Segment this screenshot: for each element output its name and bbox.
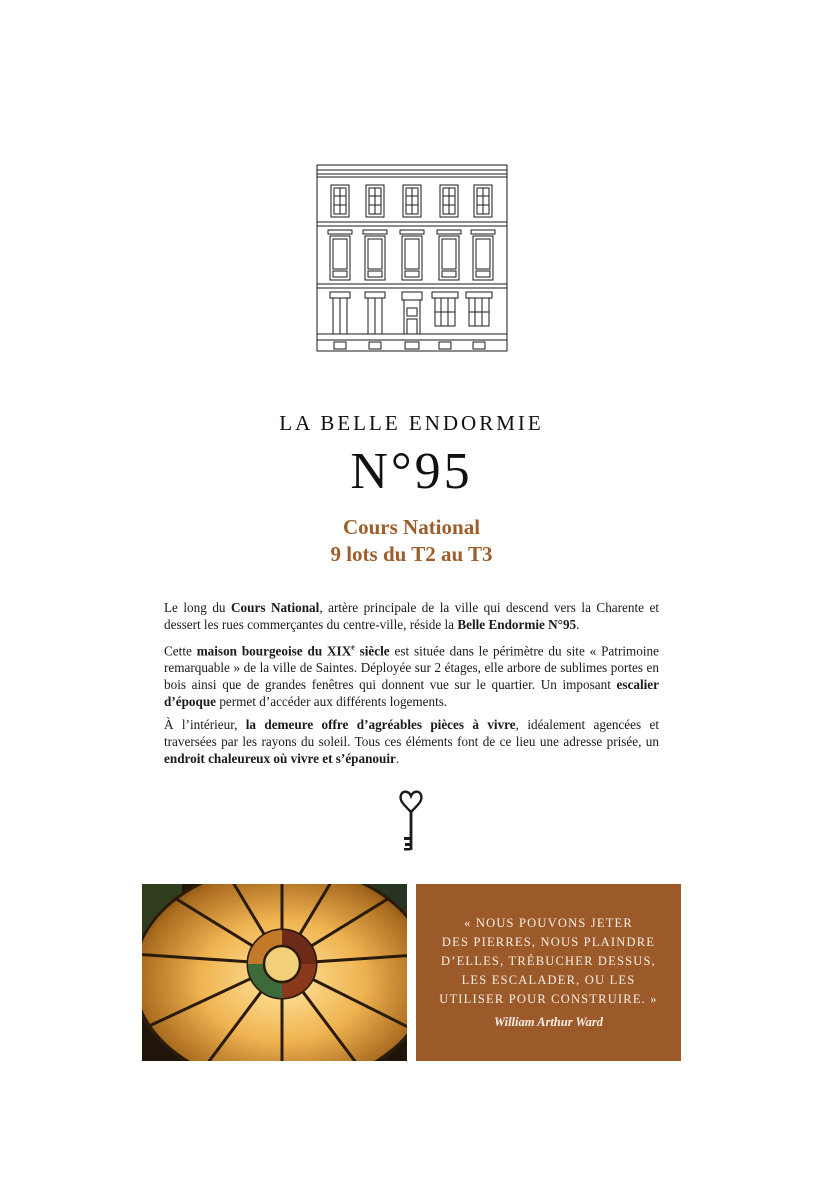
- text-bold: la demeure offre d’agréables pièces à vivre: [245, 717, 516, 733]
- text-bold: Cours National: [231, 600, 320, 615]
- text-run: Cette: [164, 643, 197, 659]
- quote-box: [416, 884, 681, 1061]
- subtitle-lots: 9 lots du T2 au T3: [330, 542, 493, 566]
- text-run: Le long du: [164, 600, 232, 615]
- text-bold: escalier d’époque: [164, 677, 659, 710]
- text-run: À l’intérieur,: [164, 717, 246, 733]
- text-run: .: [395, 751, 400, 767]
- paragraph-2: [164, 639, 659, 710]
- stained-glass-photo: [142, 884, 407, 1061]
- heart-key-icon: [397, 790, 425, 852]
- quote-author: William Arthur Ward: [493, 1015, 604, 1029]
- superscript: e: [351, 643, 355, 652]
- text-run: .: [576, 617, 580, 632]
- text-bold: Belle Endormie N°95: [457, 617, 577, 632]
- page-title: LA BELLE ENDORMIE: [279, 411, 544, 435]
- building-facade-illustration: [316, 164, 508, 352]
- paragraph-1: [164, 599, 659, 633]
- text-run: est située dans le périmètre du site « Patrimoine remarquable » de la ville de Saintes. Déployée sur 2 étages, elle arbore de sublimes portes en bois ainsi que de grandes fenêtres qui donnent vue sur le quartier. Un imposant: [164, 643, 659, 693]
- text-bold: maison bourgeoise du XIX: [196, 643, 352, 659]
- text-run: , idéalement agencées et traversées par les rayons du soleil. Tous ces éléments font de ce lieu une adresse prisée, un: [164, 717, 659, 750]
- text-bold: siècle: [354, 643, 390, 659]
- text-bold: endroit chaleureux où vivre et s’épanouir: [164, 751, 396, 767]
- paragraph-3: [164, 716, 659, 767]
- text-run: permet d’accéder aux différents logements.: [216, 694, 448, 710]
- description-text: [164, 599, 659, 773]
- quote-text: « NOUS POUVONS JETER DES PIERRES, NOUS PLAINDRE D’ELLES, TRÉBUCHER DESSUS, LES ESCALADER, OU LES UTILISER POUR CONSTRUIRE. »: [439, 916, 658, 1006]
- building-number: N°95: [350, 443, 473, 500]
- subtitle-location: Cours National: [342, 515, 481, 539]
- subtitle: [0, 514, 823, 568]
- text-run: , artère principale de la ville qui descend vers la Charente et dessert les rues commerçantes du centre-ville, réside la: [164, 600, 660, 632]
